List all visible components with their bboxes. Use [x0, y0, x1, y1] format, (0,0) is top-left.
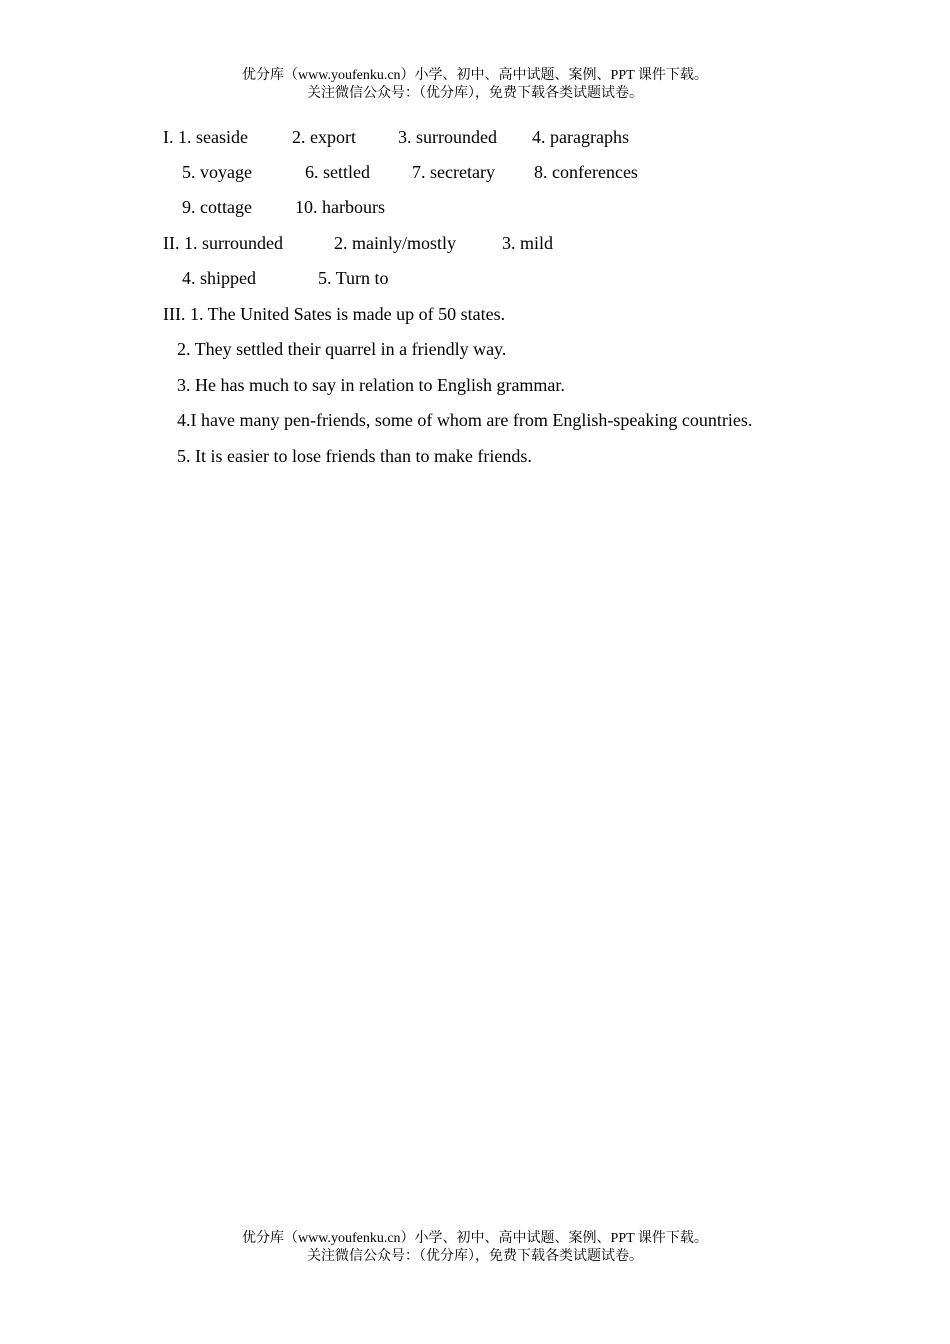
- header-line-2: 关注微信公众号：（优分库），免费下载各类试题试卷。: [307, 86, 643, 101]
- answer-item: 5. Turn to: [318, 268, 389, 288]
- answer-item: 2. export: [292, 127, 356, 147]
- answer-item: 4. paragraphs: [532, 127, 629, 147]
- page-footer: [0, 1230, 950, 1266]
- answer-item: 6. settled: [305, 162, 370, 182]
- footer-line-2: 关注微信公众号：（优分库），免费下载各类试题试卷。: [307, 1249, 643, 1264]
- section-3-line-1: III. 1. The United Sates is made up of 50 states.: [163, 304, 506, 324]
- answer-item: 9. cottage: [182, 197, 252, 217]
- section-3-line-4: 4.I have many pen-friends, some of whom are from English-speaking countries.: [177, 410, 753, 430]
- answer-item: 7. secretary: [412, 162, 495, 182]
- header-line-1: 优分库（www.youfenku.cn）小学、初中、高中试题、案例、PPT 课件下载。: [242, 68, 708, 83]
- answer-item: 2. mainly/mostly: [334, 233, 457, 253]
- answer-item: 8. conferences: [534, 162, 638, 182]
- section-3-line-5: 5. It is easier to lose friends than to make friends.: [177, 446, 532, 466]
- answer-item: 10. harbours: [295, 197, 385, 217]
- section-3-line-2: 2. They settled their quarrel in a friendly way.: [177, 339, 507, 359]
- answer-item: 5. voyage: [182, 162, 252, 182]
- answer-item: I. 1. seaside: [163, 127, 248, 147]
- answer-item: 3. surrounded: [398, 127, 497, 147]
- footer-line-1: 优分库（www.youfenku.cn）小学、初中、高中试题、案例、PPT 课件下载。: [242, 1231, 708, 1246]
- page-header: [0, 67, 950, 103]
- answer-item: 3. mild: [502, 233, 554, 253]
- answer-item: II. 1. surrounded: [163, 233, 283, 253]
- section-3-line-3: 3. He has much to say in relation to English grammar.: [177, 375, 565, 395]
- answer-item: 4. shipped: [182, 268, 256, 288]
